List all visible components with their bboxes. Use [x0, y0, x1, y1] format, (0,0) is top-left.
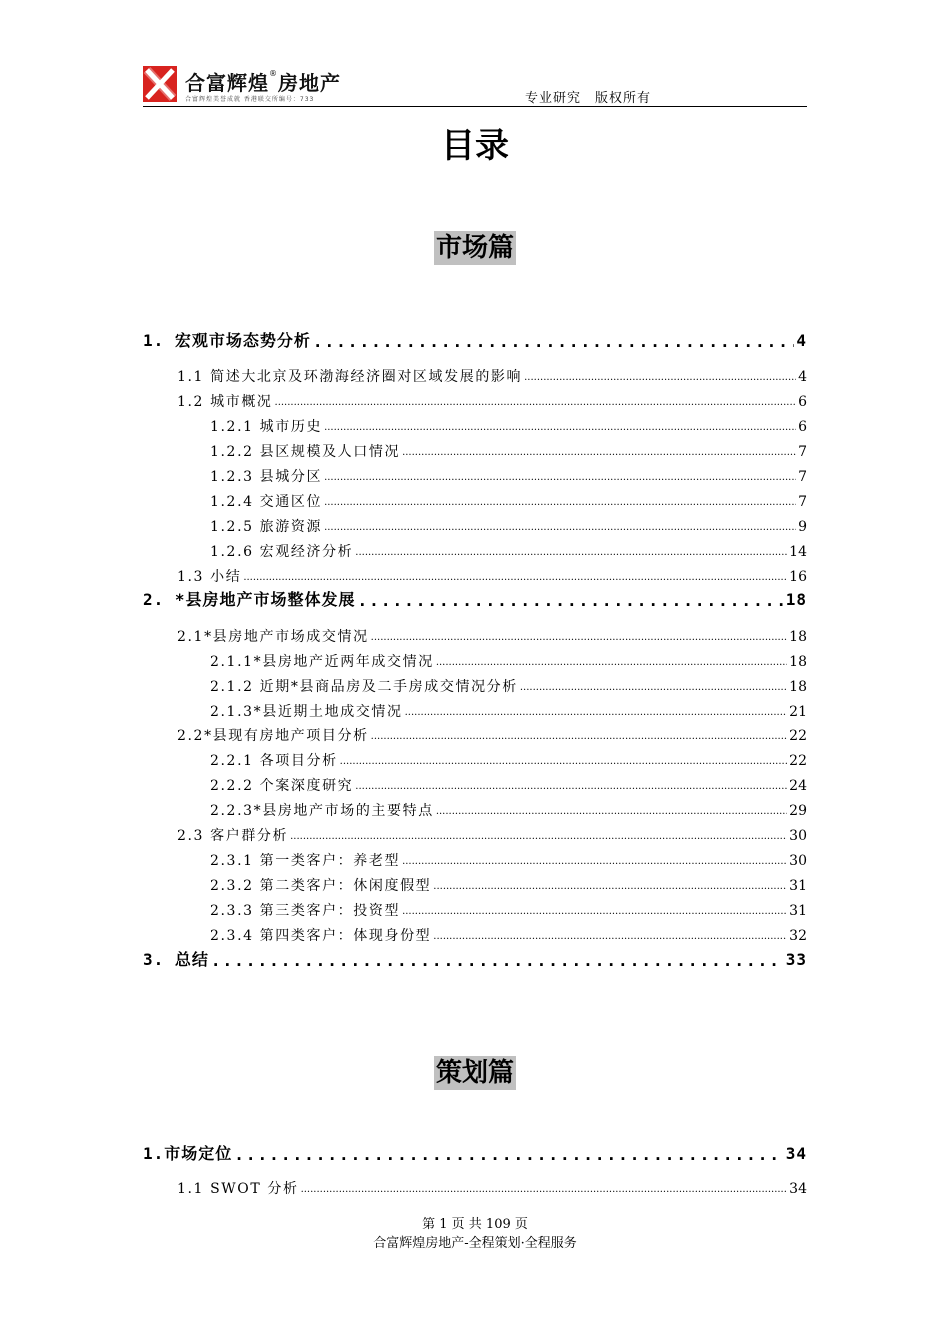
- toc-entry-page-number: 33: [785, 950, 807, 969]
- toc-entry-page-number: 14: [789, 544, 807, 560]
- toc-entry-label: 2. *县房地产市场整体发展: [143, 590, 356, 609]
- toc-dot-leader: [313, 332, 794, 348]
- toc-dot-leader: [324, 472, 796, 482]
- toc-entry-label: 1.2 城市概况: [177, 394, 273, 410]
- toc-entry-page-number: 18: [789, 629, 807, 645]
- toc-entry-label: 1.2.1 城市历史: [210, 419, 323, 435]
- toc-dot-leader: [402, 856, 787, 866]
- toc-entry[interactable]: [177, 366, 807, 386]
- toc-entry-page-number: 18: [785, 590, 807, 609]
- toc-entry-page-number: 31: [789, 878, 807, 894]
- toc-entry[interactable]: [210, 900, 807, 920]
- toc-entry-page-number: 6: [798, 419, 807, 435]
- toc-entry[interactable]: [177, 566, 807, 586]
- toc-entry[interactable]: [210, 466, 807, 486]
- toc-dot-leader: [340, 756, 788, 766]
- toc-entry-label: 1.2.6 宏观经济分析: [210, 544, 354, 560]
- toc-entry-page-number: 31: [789, 903, 807, 919]
- toc-entry[interactable]: [210, 541, 807, 561]
- toc-entry-page-number: 9: [798, 519, 807, 535]
- toc-dot-leader: [405, 707, 788, 717]
- toc-entry[interactable]: [210, 775, 807, 795]
- toc-entry-label: 2.3.1 第一类客户：养老型: [210, 853, 401, 869]
- toc-entry[interactable]: [210, 441, 807, 461]
- toc-dot-leader: [355, 781, 787, 791]
- toc-dot-leader: [301, 1184, 788, 1194]
- toc-entry[interactable]: [210, 750, 807, 770]
- toc-dot-leader: [290, 831, 787, 841]
- toc-entry-page-number: 7: [798, 494, 807, 510]
- toc-entry-page-number: 30: [789, 853, 807, 869]
- toc-entry[interactable]: [210, 800, 807, 820]
- toc-entry-label: 2.1.1*县房地产近两年成交情况: [210, 654, 434, 670]
- toc-entry[interactable]: [210, 491, 807, 511]
- header-copyright: 专业研究 版权所有: [524, 91, 651, 106]
- toc-entry-page-number: 29: [789, 803, 807, 819]
- toc-dot-leader: [243, 572, 787, 582]
- toc-dot-leader: [324, 497, 796, 507]
- toc-entry[interactable]: [143, 1141, 807, 1164]
- toc-entry-label: 2.3.3 第三类客户：投资型: [210, 903, 401, 919]
- toc-entry-label: 2.1.3*县近期土地成交情况: [210, 704, 403, 720]
- toc-entry[interactable]: [177, 626, 807, 646]
- toc-dot-leader: [358, 591, 784, 607]
- toc-dot-leader: [520, 682, 787, 692]
- toc-dot-leader: [371, 731, 788, 741]
- toc-entry[interactable]: [210, 850, 807, 870]
- toc-entry-label: 1. 宏观市场态势分析: [143, 331, 311, 350]
- toc-entry[interactable]: [177, 1178, 807, 1198]
- toc-entry-page-number: 21: [789, 704, 807, 720]
- toc-entry[interactable]: [210, 676, 807, 696]
- toc-entry[interactable]: [210, 701, 807, 721]
- toc-entry-label: 1.1 简述大北京及环渤海经济圈对区域发展的影响: [177, 369, 523, 385]
- company-tagline: 合富辉煌美誉成就 香港联交所编号：733: [185, 96, 315, 103]
- toc-entry-page-number: 30: [789, 828, 807, 844]
- toc-entry-page-number: 18: [789, 679, 807, 695]
- toc-entry-label: 1.2.5 旅游资源: [210, 519, 323, 535]
- toc-dot-leader: [275, 397, 797, 407]
- footer-page-info: 第 1 页 共 109 页: [422, 1217, 528, 1232]
- toc-entry[interactable]: [210, 875, 807, 895]
- toc-entry[interactable]: [210, 416, 807, 436]
- toc-entry[interactable]: [143, 587, 807, 610]
- toc-entry-page-number: 7: [798, 469, 807, 485]
- toc-entry-label: 1.1 SWOT 分析: [177, 1181, 299, 1197]
- section-title-market: 市场篇: [435, 233, 514, 263]
- toc-entry-label: 1.3 小结: [177, 569, 242, 585]
- section-title-planning: 策划篇: [435, 1058, 514, 1088]
- toc-entry-label: 2.3.2 第二类客户：休闲度假型: [210, 878, 432, 894]
- toc-entry-label: 2.1*县房地产市场成交情况: [177, 629, 369, 645]
- toc-entry-label: 2.3 客户群分析: [177, 828, 289, 844]
- footer-company-line: 合富辉煌房地产-全程策划·全程服务: [373, 1236, 577, 1251]
- toc-entry-label: 2.1.2 近期*县商品房及二手房成交情况分析: [210, 679, 518, 695]
- toc-entry[interactable]: [177, 825, 807, 845]
- toc-entry[interactable]: [210, 925, 807, 945]
- toc-dot-leader: [524, 372, 796, 382]
- company-name: 合富辉煌®房地产: [185, 69, 341, 95]
- toc-entry-label: 2.2*县现有房地产项目分析: [177, 728, 369, 744]
- toc-dot-leader: [211, 951, 784, 967]
- toc-entry-label: 1.2.4 交通区位: [210, 494, 323, 510]
- toc-entry[interactable]: [177, 391, 807, 411]
- toc-entry[interactable]: [177, 725, 807, 745]
- toc-entry[interactable]: [143, 947, 807, 970]
- toc-entry-page-number: 34: [785, 1144, 807, 1163]
- toc-dot-leader: [324, 522, 796, 532]
- toc-entry-page-number: 18: [789, 654, 807, 670]
- toc-entry[interactable]: [143, 328, 807, 351]
- toc-dot-leader: [234, 1145, 783, 1161]
- toc-entry-page-number: 6: [798, 394, 807, 410]
- toc-dot-leader: [371, 632, 788, 642]
- toc-dot-leader: [436, 806, 787, 816]
- toc-dot-leader: [433, 931, 787, 941]
- toc-entry-page-number: 16: [789, 569, 807, 585]
- toc-dot-leader: [433, 881, 787, 891]
- toc-entry-label: 2.2.2 个案深度研究: [210, 778, 354, 794]
- toc-dot-leader: [402, 906, 787, 916]
- toc-entry-page-number: 7: [798, 444, 807, 460]
- toc-entry-label: 2.3.4 第四类客户：体现身份型: [210, 928, 432, 944]
- toc-entry-label: 1.2.2 县区规模及人口情况: [210, 444, 401, 460]
- toc-entry-label: 2.2.1 各项目分析: [210, 753, 338, 769]
- toc-entry-page-number: 4: [796, 331, 807, 350]
- toc-dot-leader: [436, 657, 787, 667]
- toc-dot-leader: [324, 422, 796, 432]
- toc-entry-label: 2.2.3*县房地产市场的主要特点: [210, 803, 434, 819]
- toc-entry-page-number: 32: [789, 928, 807, 944]
- toc-entry[interactable]: [210, 516, 807, 536]
- toc-entry-label: 1.市场定位: [143, 1144, 233, 1163]
- toc-entry-label: 1.2.3 县城分区: [210, 469, 323, 485]
- toc-dot-leader: [402, 447, 796, 457]
- toc-entry-page-number: 22: [789, 728, 807, 744]
- toc-entry-label: 3. 总结: [143, 950, 209, 969]
- toc-entry-page-number: 34: [789, 1181, 807, 1197]
- toc-entry-page-number: 4: [798, 369, 807, 385]
- toc-entry[interactable]: [210, 651, 807, 671]
- toc-dot-leader: [355, 547, 787, 557]
- toc-entry-page-number: 22: [789, 753, 807, 769]
- toc-title: 目录: [441, 126, 509, 166]
- toc-entry-page-number: 24: [789, 778, 807, 794]
